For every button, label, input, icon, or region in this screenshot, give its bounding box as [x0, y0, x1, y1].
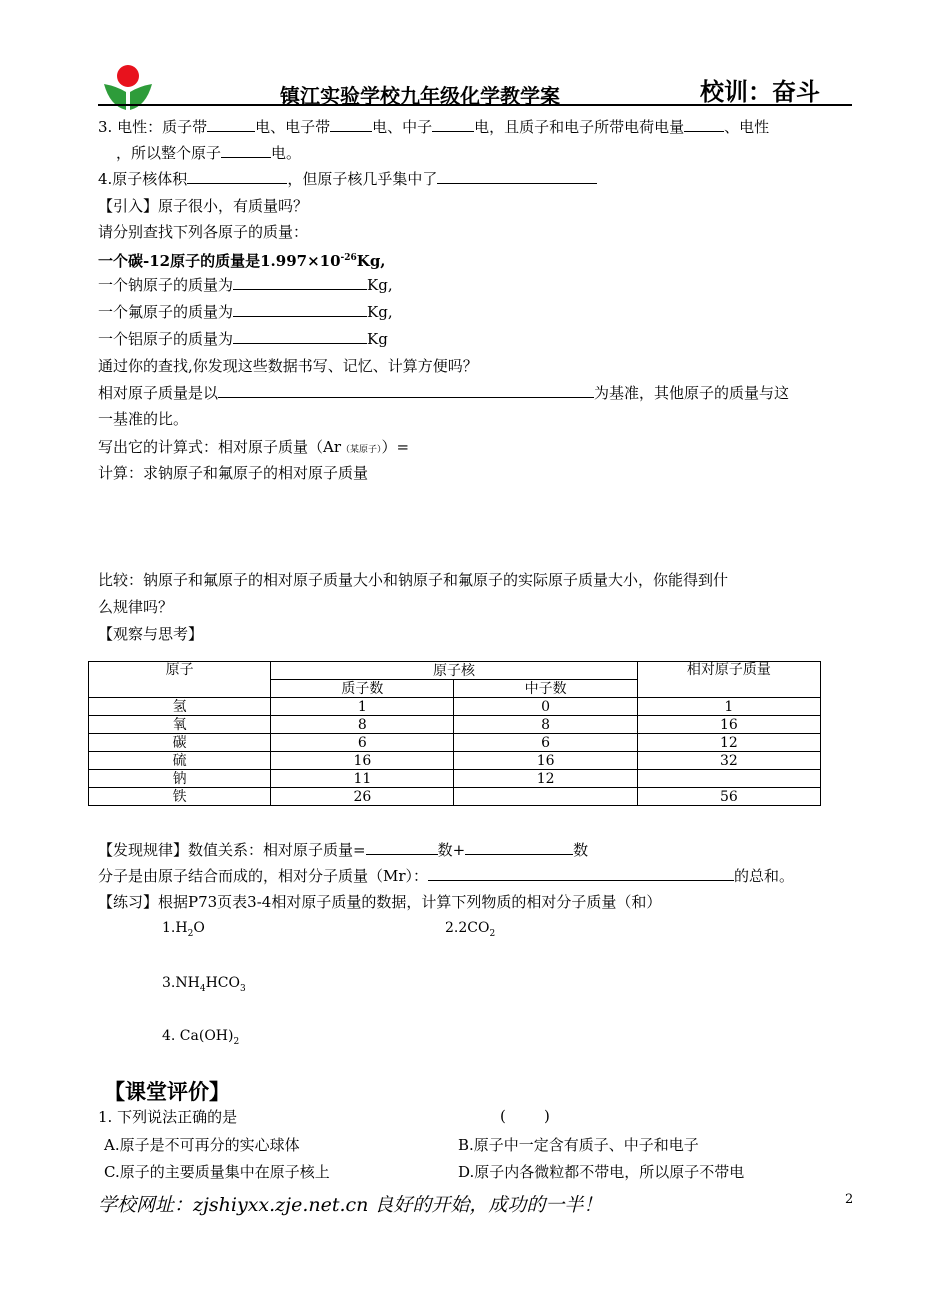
cell-atom: 碳 — [89, 734, 271, 752]
header-nucleus: 原子核 — [271, 662, 638, 680]
cell-neutron: 16 — [454, 752, 637, 770]
cell-proton: 11 — [271, 770, 454, 788]
cell-mass: 32 — [637, 752, 820, 770]
cell-neutron: 12 — [454, 770, 637, 788]
electric-line: 3. 电性：质子带 电、电子带 电、中子 电，且质子和电子所带电荷电量 、电性 — [98, 118, 770, 136]
option-d: D.原子内各微粒都不带电，所以原子不带电 — [458, 1163, 745, 1181]
observe-heading: 【观察与思考】 — [98, 625, 204, 643]
header-relative-mass: 相对原子质量 — [637, 662, 820, 698]
cell-atom: 硫 — [89, 752, 271, 770]
cell-atom: 氧 — [89, 716, 271, 734]
option-b: B.原子中一定含有质子、中子和电子 — [458, 1136, 699, 1154]
table-row — [89, 752, 821, 770]
page-title: 镇江实验学校九年级化学教学案 — [280, 84, 560, 108]
cell-atom: 铁 — [89, 788, 271, 806]
compare-line-cont: 么规律吗？ — [98, 598, 174, 616]
evaluation-heading: 【课堂评价】 — [104, 1079, 230, 1104]
cell-mass: 12 — [637, 734, 820, 752]
cell-atom: 钠 — [89, 770, 271, 788]
cell-proton: 8 — [271, 716, 454, 734]
nucleus-line: 4.原子核体积 ，但原子核几乎集中了 — [98, 169, 597, 189]
option-c: C.原子的主要质量集中在原子核上 — [104, 1163, 330, 1181]
cell-neutron: 8 — [454, 716, 637, 734]
question-1: 1. 下列说法正确的是 — [98, 1108, 238, 1126]
intro-line: 【引入】原子很小，有质量吗？ — [98, 197, 309, 215]
cell-neutron: 6 — [454, 734, 637, 752]
table-row — [89, 698, 821, 716]
header-proton: 质子数 — [271, 680, 454, 698]
answer-paren: ( ) — [500, 1107, 550, 1125]
page-number: 2 — [845, 1192, 854, 1207]
cell-mass: 16 — [637, 716, 820, 734]
molecular-mass-line: 分子是由原子结合而成的，相对分子质量（Mr）： 的总和。 — [98, 867, 795, 885]
exercise-2co2: $2.2CO_2$ — [445, 920, 496, 939]
table-row — [89, 788, 821, 806]
cell-mass: 1 — [637, 698, 820, 716]
aluminum-mass-line: 一个铝原子的质量为 Kg — [98, 330, 388, 348]
cell-mass — [637, 770, 820, 788]
atomic-table — [88, 661, 821, 806]
footer-text: 学校网址：zjshiyxx.zje.net.cn 良好的开始，成功的一半！ — [98, 1194, 603, 1216]
calc-line: 计算：求钠原子和氟原子的相对原子质量 — [98, 464, 369, 482]
sodium-mass-line: 一个钠原子的质量为 Kg, — [98, 276, 393, 294]
cell-proton: 16 — [271, 752, 454, 770]
formula-line: 写出它的计算式：相对原子质量（Ar（某原子））= — [98, 438, 410, 456]
compare-line: 比较：钠原子和氟原子的相对原子质量大小和钠原子和氟原子的实际原子质量大小，你能得到什 — [98, 571, 729, 589]
table-row — [89, 770, 821, 788]
relative-mass-def-cont: 一基准的比。 — [98, 410, 189, 428]
question-line: 通过你的查找,你发现这些数据书写、记忆、计算方便吗？ — [98, 357, 478, 375]
table-row — [89, 734, 821, 752]
exercise-caoh2: 4. $Ca(OH)_2$ — [162, 1028, 240, 1047]
cell-mass: 56 — [637, 788, 820, 806]
relative-mass-def-line: 相对原子质量是以 为基准，其他原子的质量与这 — [98, 384, 790, 402]
header-neutron: 中子数 — [454, 680, 637, 698]
header-atom: 原子 — [89, 662, 271, 698]
atom-charge-line: ，所以整个原子 电。 — [116, 144, 302, 162]
school-motto: 校训：奋斗 — [700, 77, 820, 106]
cell-neutron — [454, 788, 637, 806]
cell-proton: 26 — [271, 788, 454, 806]
table-row — [89, 716, 821, 734]
fluorine-mass-line: 一个氟原子的质量为 Kg, — [98, 303, 393, 321]
exercise-h2o: $1.H_2O$ — [162, 920, 205, 939]
carbon-mass-line: 一个碳-12原子的质量是$1.997\times 10^{-26}Kg$, — [98, 252, 386, 270]
cell-proton: 1 — [271, 698, 454, 716]
cell-neutron: 0 — [454, 698, 637, 716]
practice-line: 【练习】根据P73页表3-4相对原子质量的数据，计算下列物质的相对分子质量（和） — [98, 893, 662, 911]
cell-proton: 6 — [271, 734, 454, 752]
header-rule — [98, 104, 852, 106]
exercise-nh4hco3: $3.NH_4HCO_3$ — [162, 975, 246, 994]
discovery-line: 【发现规律】数值关系：相对原子质量= 数+ 数 — [98, 841, 589, 859]
option-a: A.原子是不可再分的实心球体 — [104, 1136, 300, 1154]
find-line: 请分别查找下列各原子的质量： — [98, 223, 309, 241]
cell-atom: 氢 — [89, 698, 271, 716]
